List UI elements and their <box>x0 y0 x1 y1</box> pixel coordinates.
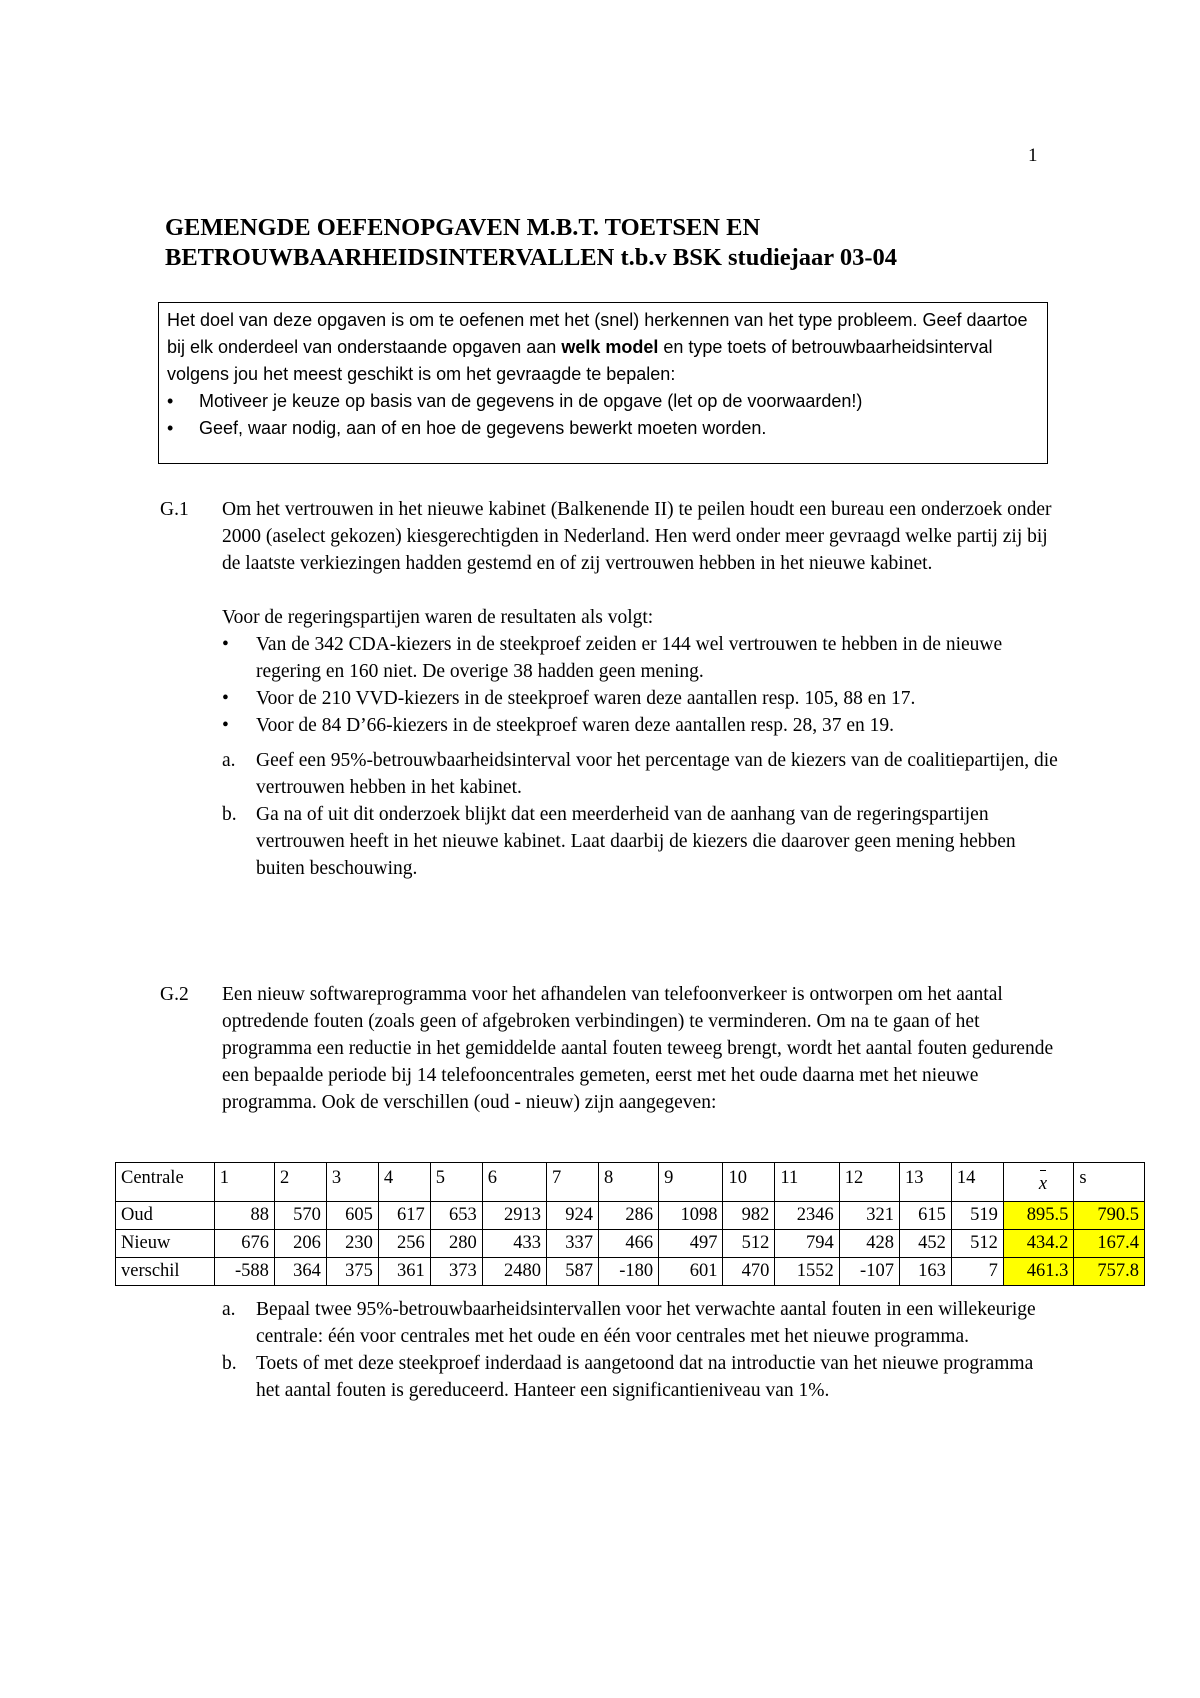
table-cell: 373 <box>430 1258 482 1286</box>
table-header-cell: 7 <box>547 1163 599 1202</box>
table-header-cell: 2 <box>274 1163 326 1202</box>
table-header-sd: s <box>1074 1163 1145 1202</box>
bullet-icon: • <box>222 715 229 736</box>
table-row <box>116 1230 1145 1258</box>
title-line-1: GEMENGDE OEFENOPGAVEN M.B.T. TOETSEN EN <box>165 214 761 241</box>
row-label: Nieuw <box>116 1230 215 1258</box>
list-item: • Geef, waar nodig, aan of en hoe de gegevens bewerkt moeten worden. <box>167 415 1039 442</box>
page-number: 1 <box>1028 145 1038 166</box>
sd-cell: 790.5 <box>1074 1202 1145 1230</box>
table-cell: 587 <box>547 1258 599 1286</box>
table-cell: 280 <box>430 1230 482 1258</box>
table-cell: 375 <box>326 1258 378 1286</box>
table-cell: 676 <box>214 1230 274 1258</box>
subquestion-b: b. Ga na of uit dit onderzoek blijkt dat een meerderheid van de aanhang van de regeringspartijen vertrouwen heeft in het nieuwe kabinet. Laat daarbij de kiezers die daarover geen mening hebben buiten beschouwing. <box>222 804 1016 879</box>
table-cell: -588 <box>214 1258 274 1286</box>
table-cell: 512 <box>723 1230 775 1258</box>
table-cell: 512 <box>951 1230 1003 1258</box>
results-list <box>222 631 1060 739</box>
table-cell: 7 <box>951 1258 1003 1286</box>
table-cell: 2346 <box>775 1202 839 1230</box>
table-cell: 982 <box>723 1202 775 1230</box>
table-header-cell: 1 <box>214 1163 274 1202</box>
table-cell: 924 <box>547 1202 599 1230</box>
question-number: G.1 <box>160 499 189 520</box>
title-line-2: BETROUWBAARHEIDSINTERVALLEN t.b.v BSK studiejaar 03-04 <box>165 244 898 271</box>
table-cell: 364 <box>274 1258 326 1286</box>
table-cell: 88 <box>214 1202 274 1230</box>
table-cell: 617 <box>378 1202 430 1230</box>
table-header-cell: 6 <box>482 1163 546 1202</box>
list-item: • Van de 342 CDA-kiezers in de steekproef zeiden er 144 wel vertrouwen te hebben in de nieuwe regering en 160 niet. De overige 38 hadden geen mening. <box>222 631 1060 685</box>
instruction-bullets <box>167 388 1039 442</box>
question-g2 <box>160 981 1060 1116</box>
question-g2-intro: G.2 Een nieuw softwareprogramma voor het afhandelen van telefoonverkeer is ontworpen om het aantal optredende fouten (zoals geen of afgebroken verbindingen) te verminderen. Om na te gaan of het programma een reductie in het gemiddelde aantal fouten teweeg brengt, wordt het aantal fouten gedurende een bepaalde periode bij 14 telefooncentrales gemeten, eerst met het oude daarna met het nieuwe programma. Ook de verschillen (oud - nieuw) zijn aangegeven: <box>160 981 1060 1116</box>
table-cell: -107 <box>839 1258 899 1286</box>
table-cell: 601 <box>659 1258 723 1286</box>
bullet-icon: • <box>167 391 174 411</box>
table-header-cell: 14 <box>951 1163 1003 1202</box>
bullet-icon: • <box>167 418 174 438</box>
row-label: Oud <box>116 1202 215 1230</box>
row-label: verschil <box>116 1258 215 1286</box>
table-cell: 794 <box>775 1230 839 1258</box>
table-cell: 497 <box>659 1230 723 1258</box>
table-cell: 286 <box>598 1202 658 1230</box>
table-header-cell: 10 <box>723 1163 775 1202</box>
table-cell: 452 <box>899 1230 951 1258</box>
data-table <box>115 1162 1145 1286</box>
sd-cell: 757.8 <box>1074 1258 1145 1286</box>
table-cell: 1098 <box>659 1202 723 1230</box>
instruction-text: Het doel van deze opgaven is om te oefenen met het (snel) herkennen van het type probleem. Geef daartoe bij elk onderdeel van onderstaande opgaven aan welk model en type toets of betrouwbaarheidsinterval volgens jou het meest geschikt is om het gevraagde te bepalen: <box>167 310 1028 384</box>
mean-cell: 461.3 <box>1003 1258 1074 1286</box>
table-cell: 321 <box>839 1202 899 1230</box>
table-header-cell: 5 <box>430 1163 482 1202</box>
page-title <box>165 213 1065 273</box>
table-cell: 615 <box>899 1202 951 1230</box>
table-header-row <box>116 1163 1145 1202</box>
subquestion-a: a. Geef een 95%-betrouwbaarheidsinterval voor het percentage van de kiezers van de coalitiepartijen, die vertrouwen hebben in het kabinet. <box>222 750 1058 798</box>
table-cell: 605 <box>326 1202 378 1230</box>
instruction-box <box>158 302 1048 464</box>
table-cell: 466 <box>598 1230 658 1258</box>
table-header-cell: 11 <box>775 1163 839 1202</box>
subquestion-a: a. Bepaal twee 95%-betrouwbaarheidsintervallen voor het verwachte aantal fouten in een willekeurige centrale: één voor centrales met het oude en één voor centrales met het nieuwe programma. <box>222 1299 1036 1347</box>
subquestions <box>222 1296 1060 1404</box>
table-cell: 2480 <box>482 1258 546 1286</box>
bullet-icon: • <box>222 634 229 655</box>
results-intro: Voor de regeringspartijen waren de resultaten als volgt: <box>222 607 654 628</box>
table-header-cell: 9 <box>659 1163 723 1202</box>
table-cell: 428 <box>839 1230 899 1258</box>
table-cell: 653 <box>430 1202 482 1230</box>
table-cell: 337 <box>547 1230 599 1258</box>
table-header-cell: 13 <box>899 1163 951 1202</box>
list-item: • Motiveer je keuze op basis van de gegevens in de opgave (let op de voorwaarden!) <box>167 388 1039 415</box>
table-header-cell: 4 <box>378 1163 430 1202</box>
table-cell: 230 <box>326 1230 378 1258</box>
table-header-cell: 12 <box>839 1163 899 1202</box>
subquestions <box>222 747 1060 882</box>
table-cell: 256 <box>378 1230 430 1258</box>
question-g1 <box>160 496 1060 882</box>
list-item: • Voor de 210 VVD-kiezers in de steekproef waren deze aantallen resp. 105, 88 en 17. <box>222 685 1060 712</box>
table-cell: 163 <box>899 1258 951 1286</box>
table-cell: 361 <box>378 1258 430 1286</box>
list-item: • Voor de 84 D’66-kiezers in de steekproef waren deze aantallen resp. 28, 37 en 19. <box>222 712 1060 739</box>
question-g1-intro: G.1 Om het vertrouwen in het nieuwe kabinet (Balkenende II) te peilen houdt een bureau een onderzoek onder 2000 (aselect gekozen) kiesgerechtigden in Nederland. Hen werd onder meer gevraagd welke partij zij bij de laatste verkiezingen hadden gestemd en of zij vertrouwen hebben in het nieuwe kabinet. <box>160 496 1060 577</box>
question-g2-subquestions <box>160 1296 1060 1404</box>
table-header-cell: 3 <box>326 1163 378 1202</box>
table-cell: 433 <box>482 1230 546 1258</box>
question-number: G.2 <box>160 984 189 1005</box>
sd-cell: 167.4 <box>1074 1230 1145 1258</box>
table-header-cell: 8 <box>598 1163 658 1202</box>
table-header-mean <box>1003 1163 1074 1202</box>
instruction-bold: welk model <box>561 337 659 357</box>
bullet-icon: • <box>222 688 229 709</box>
table-row <box>116 1202 1145 1230</box>
table-cell: -180 <box>598 1258 658 1286</box>
table-header-cell: Centrale <box>116 1163 215 1202</box>
mean-cell: 895.5 <box>1003 1202 1074 1230</box>
table-cell: 2913 <box>482 1202 546 1230</box>
x-bar-symbol: x <box>1039 1166 1047 1197</box>
table-cell: 570 <box>274 1202 326 1230</box>
mean-cell: 434.2 <box>1003 1230 1074 1258</box>
table-cell: 470 <box>723 1258 775 1286</box>
table-cell: 206 <box>274 1230 326 1258</box>
table-cell: 519 <box>951 1202 1003 1230</box>
subquestion-b: b. Toets of met deze steekproef inderdaad is aangetoond dat na introductie van het nieuwe programma het aantal fouten is gereduceerd. Hanteer een significantieniveau van 1%. <box>222 1353 1034 1401</box>
table-row <box>116 1258 1145 1286</box>
table-cell: 1552 <box>775 1258 839 1286</box>
